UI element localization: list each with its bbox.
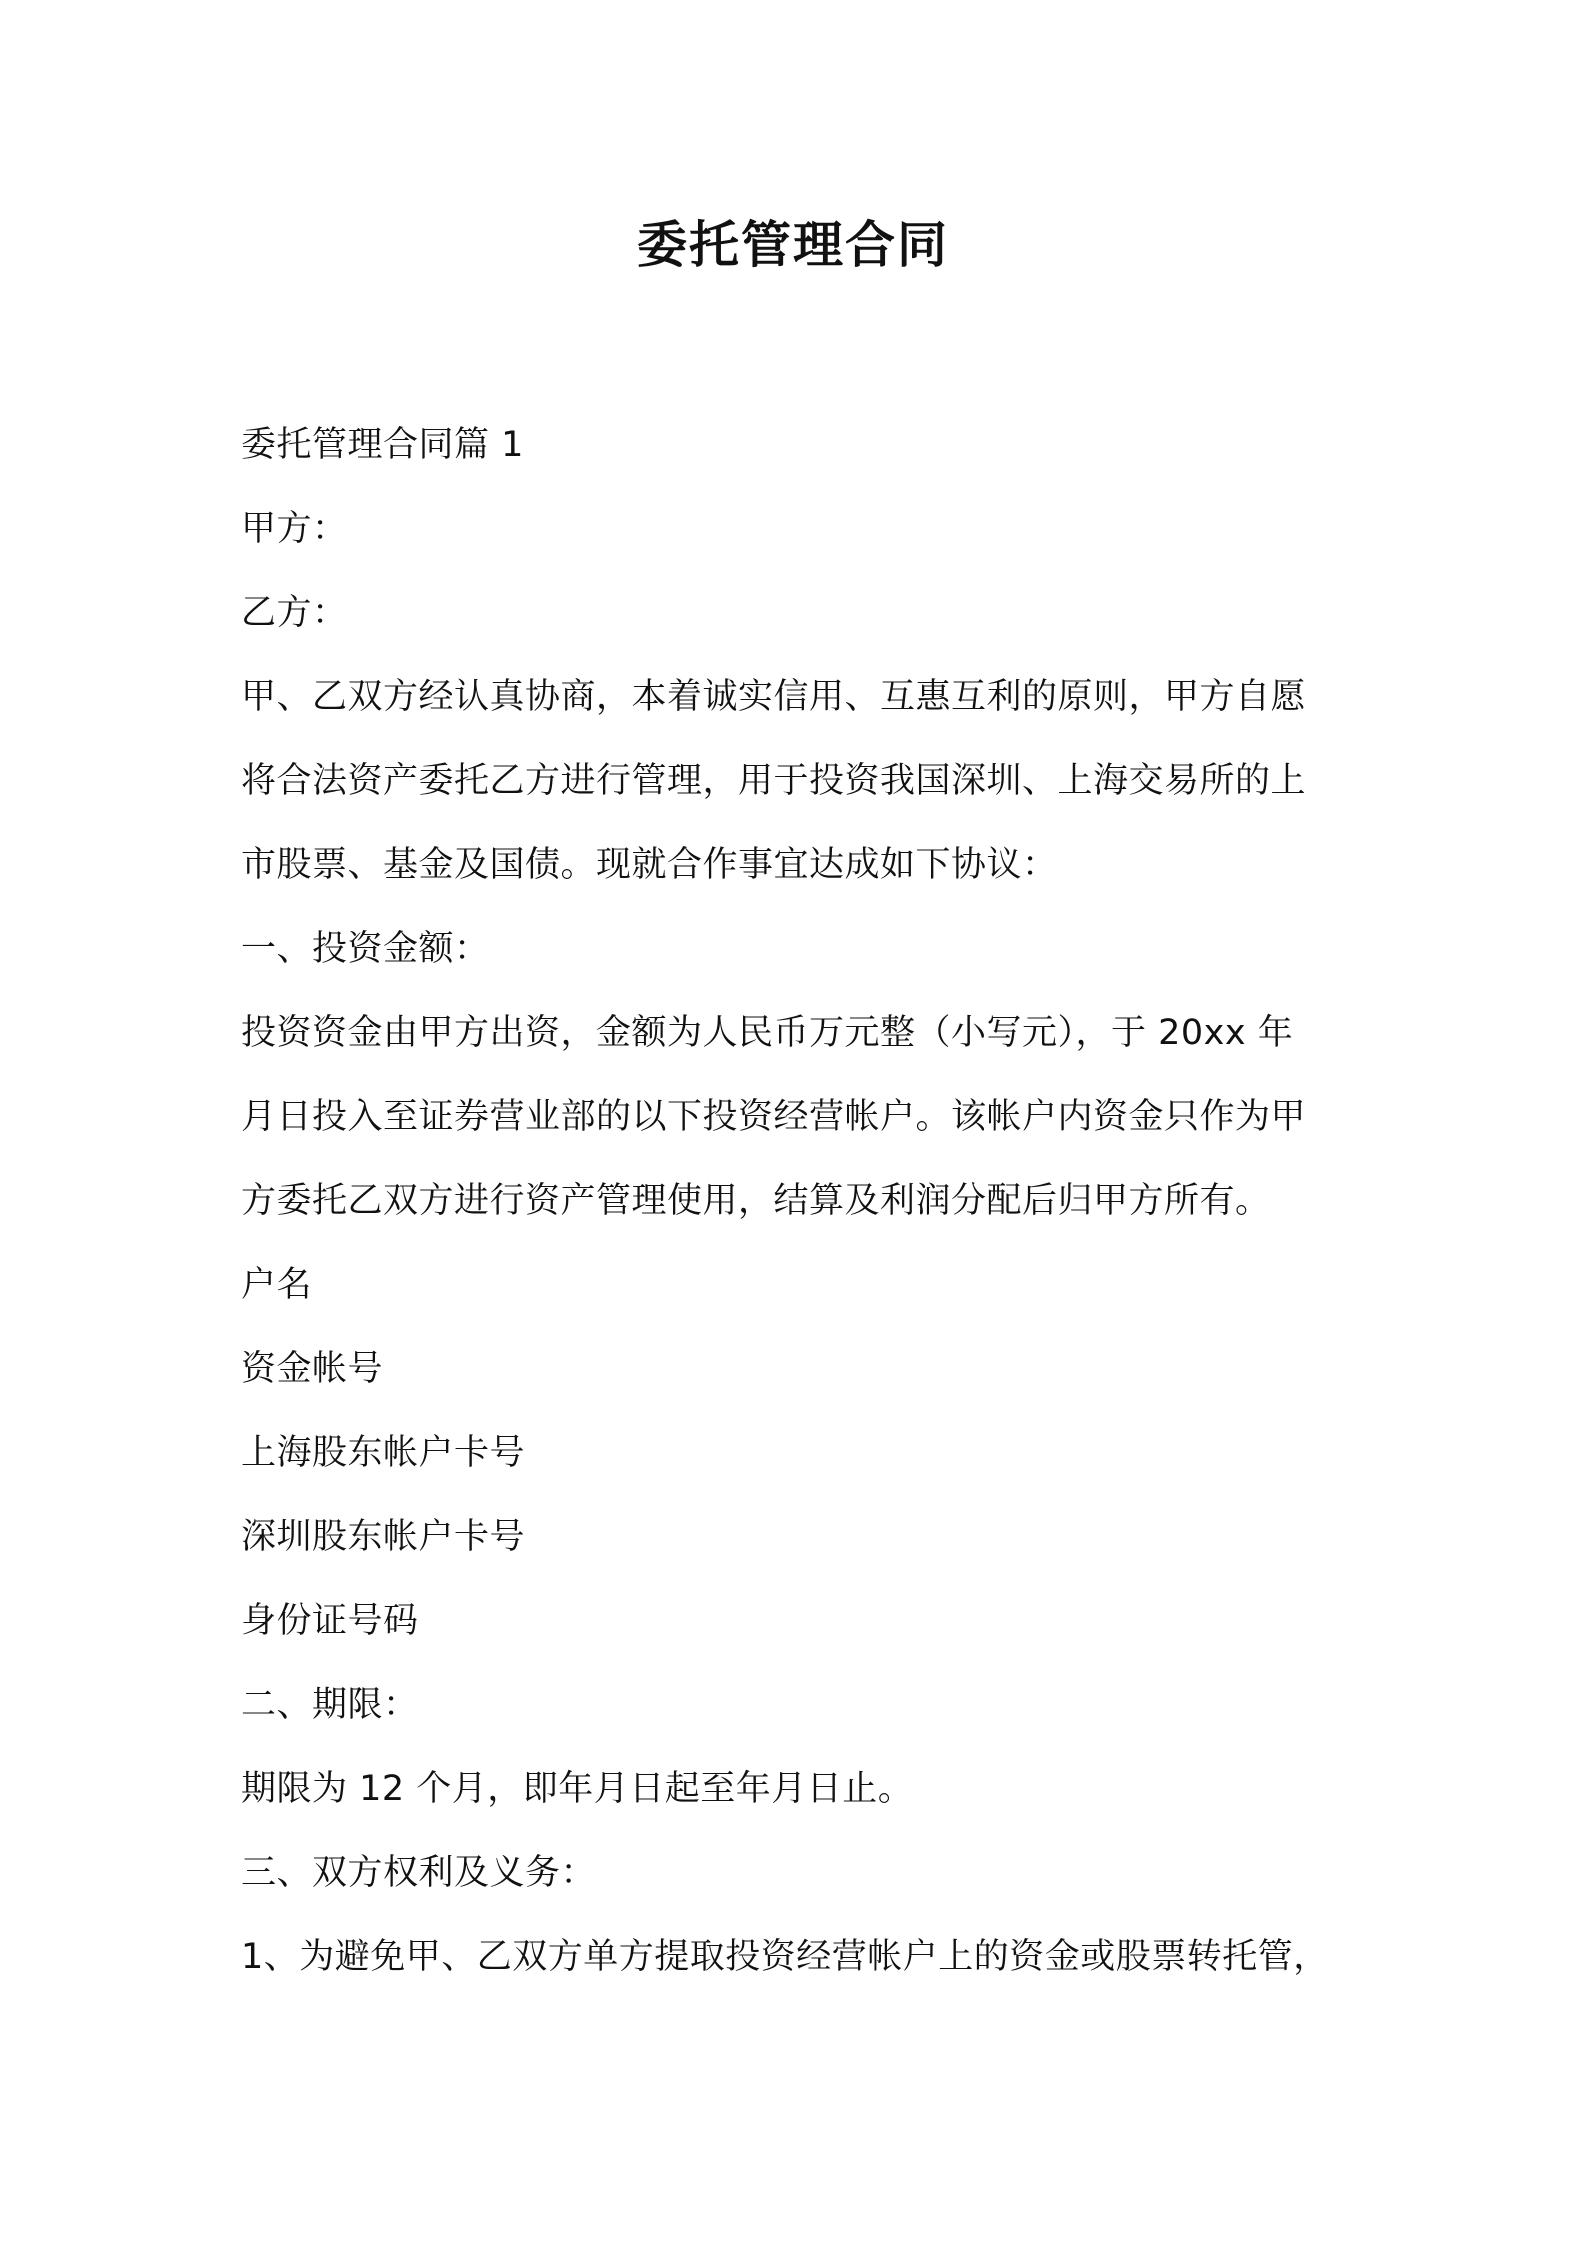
paragraph-line: 市股票、基金及国债。现就合作事宜达成如下协议： [241, 845, 1058, 885]
section-heading: 一、投资金额： [241, 929, 490, 969]
field-label: 资金帐号 [241, 1349, 384, 1389]
document-title: 委托管理合同 [637, 216, 949, 274]
subtitle-line: 委托管理合同篇 1 [241, 425, 524, 465]
paragraph-line: 1、为避免甲、乙双方单方提取投资经营帐户上的资金或股票转托管， [241, 1937, 1329, 1977]
paragraph-line: 方委托乙双方进行资产管理使用，结算及利润分配后归甲方所有。 [241, 1181, 1271, 1221]
party-a-line: 甲方： [241, 509, 348, 549]
field-label: 上海股东帐户卡号 [241, 1433, 526, 1473]
party-b-line: 乙方： [241, 593, 348, 633]
paragraph-line: 投资资金由甲方出资，金额为人民币万元整（小写元），于 20xx 年 [241, 1013, 1294, 1053]
field-label: 身份证号码 [241, 1601, 419, 1641]
section-heading: 二、期限： [241, 1685, 419, 1725]
paragraph-line: 甲、乙双方经认真协商，本着诚实信用、互惠互利的原则，甲方自愿 [241, 677, 1307, 717]
field-label: 户名 [241, 1265, 313, 1305]
paragraph-line: 期限为 12 个月，即年月日起至年月日止。 [241, 1769, 914, 1809]
paragraph-line: 月日投入至证券营业部的以下投资经营帐户。该帐户内资金只作为甲 [241, 1097, 1307, 1137]
paragraph-line: 将合法资产委托乙方进行管理，用于投资我国深圳、上海交易所的上 [241, 761, 1307, 801]
field-label: 深圳股东帐户卡号 [241, 1517, 526, 1557]
document-body [241, 403, 1371, 1999]
section-heading: 三、双方权利及义务： [241, 1853, 597, 1893]
